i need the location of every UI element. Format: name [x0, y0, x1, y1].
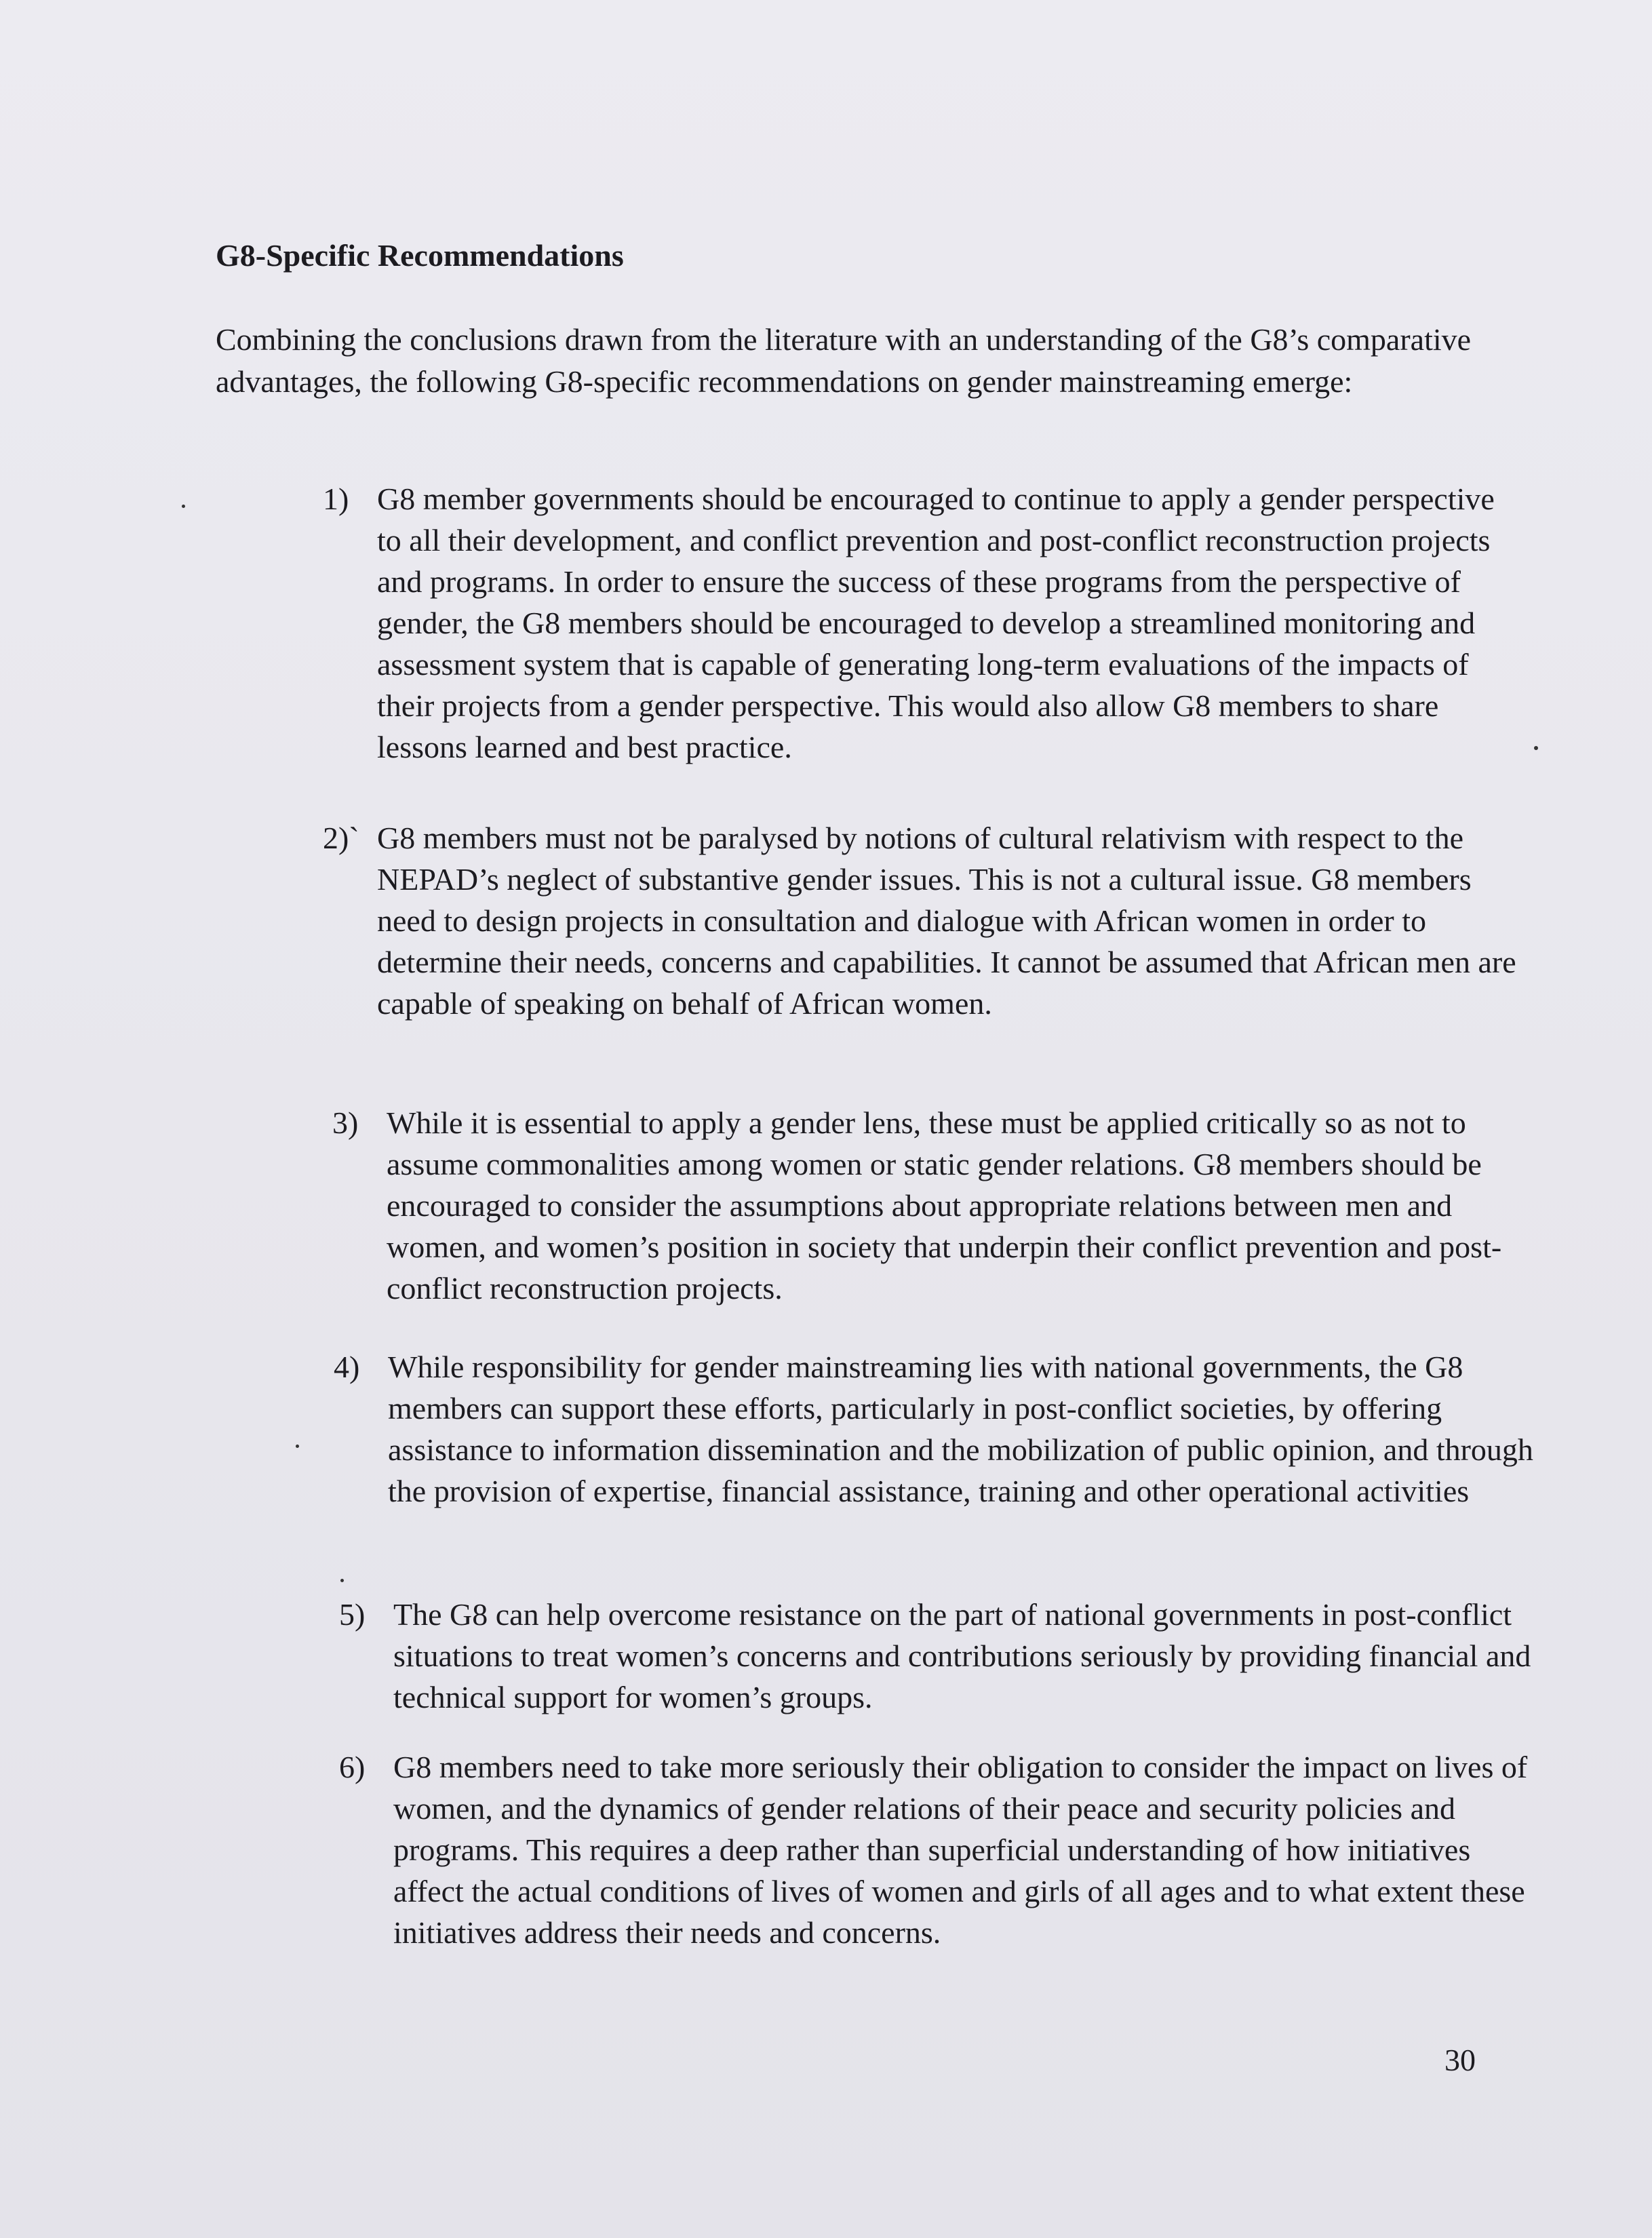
recommendation-number: 2)`	[323, 821, 359, 855]
recommendation-item	[323, 817, 1516, 1024]
recommendation-text: G8 members need to take more seriously their obligation to consider the impact on lives of women, and the dynamics of gender relations of their peace and security policies and programs. This requires a deep rather than superficial understanding of how initiatives affect the actual conditions of lives of women and girls of all ages and to what extent these initiatives address their needs and concerns.	[393, 1750, 1528, 1950]
recommendation-text: The G8 can help overcome resistance on the part of national governments in post-conflict situations to treat women’s concerns and contributions seriously by providing financial and technical support for women’s groups.	[393, 1597, 1531, 1714]
page-number: 30	[1444, 2043, 1476, 2077]
recommendation-text: G8 member governments should be encouraged to continue to apply a gender perspective to all their development, and conflict prevention and post-conflict reconstruction projects and programs. In order to ensure the success of these programs from the perspective of gender, the G8 members should be encouraged to develop a streamlined monitoring and assessment system that is capable of generating long-term evaluations of the impacts of their projects from a gender perspective. This would also allow G8 members to share lessons learned and best practice.	[377, 482, 1495, 764]
recommendation-number: 5)	[339, 1597, 366, 1632]
scan-speck	[182, 505, 185, 508]
recommendation-text: G8 members must not be paralysed by notions of cultural relativism with respect to the NEPAD’s neglect of substantive gender issues. This is not a cultural issue. G8 members need to design projects in consultation and dialogue with African women in order to determine their needs, concerns and capabilities. It cannot be assumed that African men are capable of speaking on behalf of African women.	[377, 821, 1516, 1021]
recommendation-text: While responsibility for gender mainstreaming lies with national governments, the G8 members can support these efforts, particularly in post-conflict societies, by offering assistance to information dissemination and the mobilization of public opinion, and through the provision of expertise, financial assistance, training and other operational activities	[388, 1350, 1533, 1508]
recommendation-number: 3)	[332, 1105, 359, 1140]
recommendation-item	[332, 1102, 1526, 1309]
intro-paragraph: Combining the conclusions drawn from the literature with an understanding of the G8’s comparative advantages, the following G8-specific recommendations on gender mainstreaming emerge:	[216, 322, 1472, 399]
scan-speck	[1534, 746, 1538, 750]
recommendation-number: 1)	[323, 482, 349, 516]
scan-speck	[340, 1579, 344, 1582]
recommendation-number: 6)	[339, 1750, 366, 1784]
recommendation-text: While it is essential to apply a gender lens, these must be applied critically so as not to assume commonalities among women or static gender relations. G8 members should be encouraged to consider the assumptions about appropriate relations between men and women, and women’s position in society that underpin their conflict prevention and post-conflict reconstruction projects.	[387, 1105, 1502, 1306]
scan-speck	[296, 1445, 299, 1448]
recommendation-item	[323, 478, 1516, 768]
recommendation-item	[334, 1346, 1541, 1512]
recommendation-number: 4)	[334, 1350, 360, 1384]
section-heading: G8-Specific Recommendations	[216, 238, 624, 273]
recommendation-item	[339, 1746, 1546, 1953]
recommendation-item	[339, 1594, 1546, 1718]
